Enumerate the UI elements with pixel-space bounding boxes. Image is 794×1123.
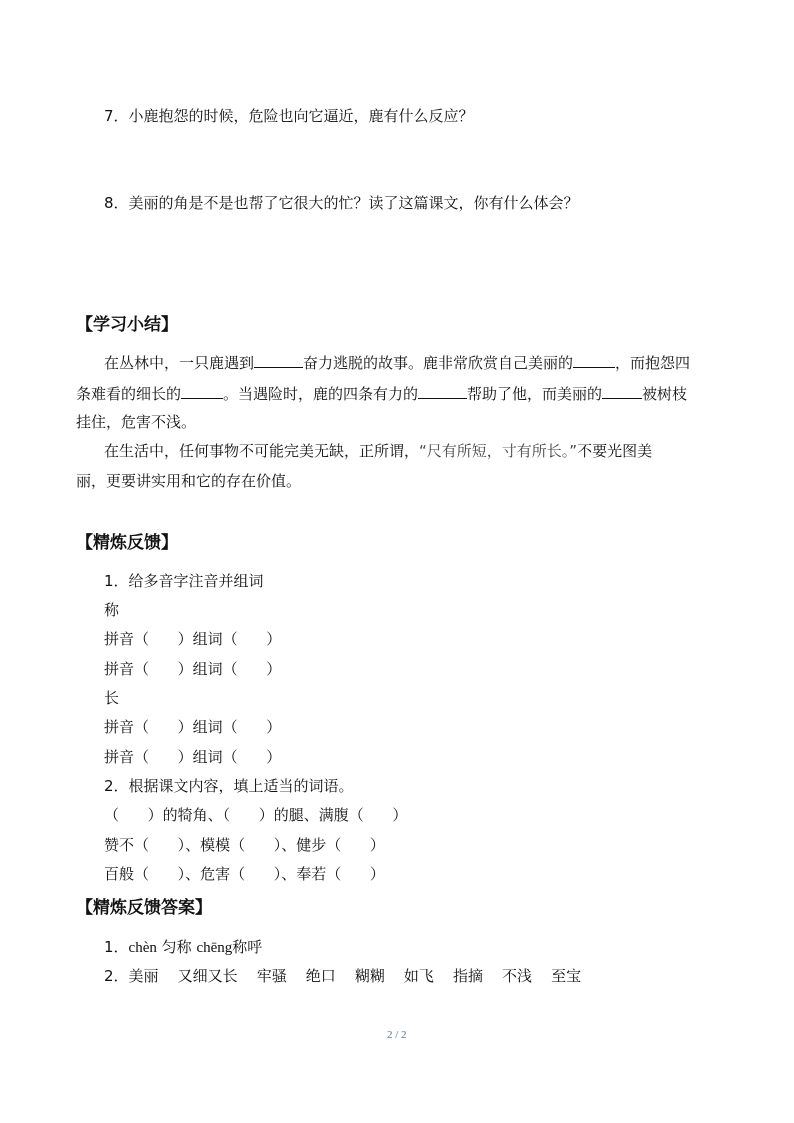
summary-line-1: 在丛林中，一只鹿遇到 奋力逃脱的故事。鹿非常欣赏自己美丽的 ，而抱怨四 <box>104 354 691 372</box>
exercise-q1-title: 1．给多音字注音并组词 <box>104 572 264 590</box>
summary-heading: 【学习小结】 <box>76 315 178 335</box>
polyphone-char-2: 长 <box>104 689 120 707</box>
answers-heading: 【精炼反馈答案】 <box>76 898 212 918</box>
pinyin-chen: chèn <box>128 940 157 956</box>
summary-line-4: 在生活中，任何事物不可能完美无缺，正所谓，“尺有所短，寸有所长。”不要光图美 <box>104 442 653 460</box>
pinyin-cheng: chēng <box>196 940 233 956</box>
fill-blank <box>602 384 642 399</box>
exercise-q2-title: 2．根据课文内容，填上适当的词语。 <box>104 777 354 795</box>
proverb-quote: “尺有所短，寸有所长。” <box>419 442 578 460</box>
summary-line-3: 挂住，危害不浅。 <box>76 413 197 431</box>
pinyin-row: 拼音（ ）组词（ ） <box>104 660 282 678</box>
fill-blank <box>181 384 223 399</box>
exercise-q2-line-3: 百般（ ）、危害（ ）、奉若（ ） <box>104 865 385 883</box>
page-number: 2 / 2 <box>387 1029 407 1041</box>
polyphone-char-1: 称 <box>104 601 120 619</box>
answer-2: 2．美丽 又细又长 牢骚 绝口 糊糊 如飞 指摘 不浅 至宝 <box>104 967 582 985</box>
pinyin-row: 拼音（ ）组词（ ） <box>104 748 282 766</box>
exercise-q2-line-2: 赞不（ ）、模模（ ）、健步（ ） <box>104 836 385 854</box>
exercise-heading: 【精炼反馈】 <box>76 533 178 553</box>
exercise-q2-line-1: （ ）的犄角、（ ）的腿、满腹（ ） <box>104 806 408 824</box>
question-7: 7．小鹿抱怨的时候，危险也向它逼近，鹿有什么反应？ <box>104 107 474 125</box>
question-8: 8．美丽的角是不是也帮了它很大的忙？读了这篇课文，你有什么体会？ <box>104 194 579 212</box>
fill-blank <box>418 384 467 399</box>
fill-blank <box>254 353 303 368</box>
pinyin-row: 拼音（ ）组词（ ） <box>104 718 282 736</box>
summary-line-2: 条难看的细长的 。当遇险时，鹿的四条有力的 帮助了他，而美丽的 被树枝 <box>76 385 688 403</box>
answer-1: 1．chèn 匀称 chēng称呼 <box>104 938 263 956</box>
fill-blank <box>573 353 615 368</box>
summary-line-5: 丽，更要讲实用和它的存在价值。 <box>76 472 302 490</box>
pinyin-row: 拼音（ ）组词（ ） <box>104 630 282 648</box>
